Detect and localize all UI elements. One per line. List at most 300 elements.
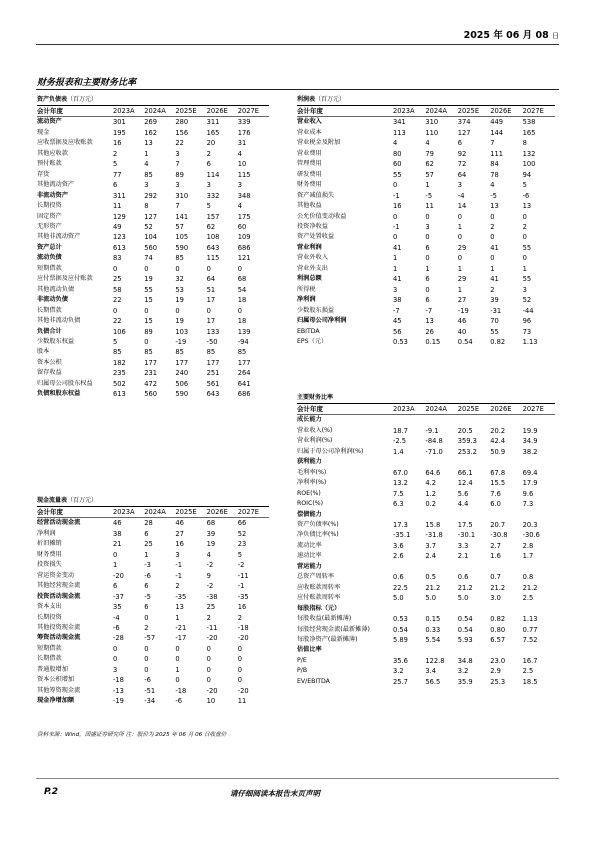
row-value: 0.15: [425, 615, 441, 624]
row-value: 41: [393, 243, 402, 252]
table-row: [297, 285, 555, 295]
row-value: 20: [206, 139, 216, 148]
row-value: 3.4: [425, 667, 437, 676]
row-value: 68: [206, 519, 216, 528]
table-row: [37, 243, 269, 253]
table-row: [297, 562, 555, 572]
row-label: 长期借款: [37, 306, 62, 314]
row-value: 53: [175, 285, 184, 294]
header-label-cell: 会计年度: [297, 106, 393, 117]
row-value: 0: [490, 233, 495, 242]
row-value: 0.53: [393, 337, 408, 346]
row-value: 177: [237, 358, 251, 367]
row-value: 641: [237, 379, 251, 388]
row-value: 560: [144, 243, 157, 252]
table-row: [37, 623, 269, 633]
row-value: 374: [457, 118, 471, 127]
row-value: 13: [144, 139, 153, 148]
row-value: -51: [144, 686, 156, 695]
row-value: 38.2: [522, 447, 538, 456]
table-row: [297, 274, 555, 284]
row-label: 长期借款: [37, 655, 62, 663]
row-value: 2.4: [425, 552, 437, 561]
row-label: 营运资金变动: [37, 571, 75, 579]
row-value: 89: [175, 170, 184, 179]
row-value: 1.7: [522, 552, 534, 561]
balance-title-text: 资产负债表: [37, 96, 68, 103]
row-value: 157: [206, 212, 220, 221]
row-value: 2: [206, 613, 211, 622]
table-row: [37, 149, 269, 159]
header-year-cell: 2027E: [238, 106, 269, 117]
row-value: 6: [113, 181, 118, 190]
row-label: 毛利率(%): [297, 468, 327, 476]
table-row: [297, 499, 555, 509]
row-value: 85: [113, 348, 122, 357]
row-value: -5: [144, 592, 151, 601]
row-value: 0.77: [522, 625, 538, 634]
row-value: 85: [144, 348, 153, 357]
row-value: [458, 645, 490, 655]
row-value: 0: [206, 644, 211, 653]
row-value: 110: [425, 128, 439, 137]
table-row: [297, 666, 555, 676]
row-value: 0: [393, 181, 398, 190]
row-value: 20.3: [522, 520, 538, 529]
row-value: -20: [237, 686, 249, 695]
row-value: 269: [144, 118, 157, 127]
table-row: [297, 645, 555, 655]
row-value: 177: [144, 358, 157, 367]
row-label: 其他应收款: [37, 149, 68, 157]
row-value: -1: [175, 571, 183, 580]
row-label: 归属母公司股东权益: [37, 379, 93, 387]
row-value: 18: [237, 317, 247, 326]
row-value: 3: [393, 285, 398, 294]
row-value: 6: [425, 296, 430, 305]
row-value: 3: [175, 149, 180, 158]
row-value: [393, 510, 425, 520]
row-value: 3.3: [457, 541, 469, 550]
header-year-cell: 2025E: [175, 507, 206, 518]
row-value: -2: [206, 561, 214, 570]
row-value: 6: [457, 139, 463, 148]
row-value: -18: [175, 686, 187, 695]
row-value: -4: [113, 613, 120, 622]
row-value: 0: [144, 337, 149, 346]
row-value: 52: [522, 296, 532, 305]
row-value: -1: [237, 582, 245, 591]
row-label: 营业外收入: [297, 254, 328, 262]
row-value: 41: [490, 275, 499, 284]
row-label: 每股指标（元）: [297, 604, 341, 612]
row-value: 0.82: [490, 337, 506, 346]
table-row: [37, 602, 269, 612]
row-value: 20.5: [457, 426, 473, 435]
row-value: 100: [522, 160, 536, 169]
row-label: 负债合计: [37, 327, 62, 335]
row-value: 231: [144, 369, 157, 378]
row-value: 253.2: [457, 447, 477, 456]
row-label: 获利能力: [297, 458, 322, 466]
table-row: [37, 170, 269, 180]
row-value: 0: [175, 306, 180, 315]
row-value: 55: [522, 243, 532, 252]
row-value: 1: [175, 665, 180, 674]
row-value: -44: [522, 306, 534, 315]
row-value: 0: [175, 644, 180, 653]
row-value: 1: [113, 561, 118, 570]
row-value: 13: [425, 317, 434, 326]
row-label: 投资损失: [37, 561, 62, 569]
row-value: 280: [175, 118, 189, 127]
row-value: 4: [237, 149, 243, 158]
row-value: -21: [175, 623, 187, 632]
header-year-cell: 2023A: [113, 106, 144, 117]
row-value: 39: [206, 529, 216, 538]
row-value: 251: [206, 369, 220, 378]
row-value: 38: [393, 296, 402, 305]
row-value: -6: [113, 623, 120, 632]
row-value: 0: [490, 254, 495, 263]
row-value: -6: [175, 697, 183, 706]
row-value: 25: [144, 540, 153, 549]
row-value: 113: [393, 128, 406, 137]
row-value: 2.8: [522, 541, 534, 550]
row-value: 0: [144, 665, 149, 674]
row-label: 归属母公司净利润: [297, 317, 347, 325]
table-row: [297, 604, 555, 614]
table-row: [37, 274, 269, 284]
row-value: 29: [457, 275, 467, 284]
row-value: 1: [393, 254, 398, 263]
header-year-cell: 2027E: [238, 507, 269, 518]
table-row: [297, 583, 555, 593]
row-value: 7.52: [522, 635, 538, 644]
row-value: -2.5: [393, 437, 407, 446]
row-label: EPS（元）: [297, 337, 328, 345]
row-value: 4.2: [425, 479, 437, 488]
row-value: 10: [206, 697, 216, 706]
row-value: [458, 415, 490, 426]
row-value: 613: [113, 243, 126, 252]
row-value: 133: [206, 327, 220, 336]
row-value: -38: [206, 592, 218, 601]
row-value: 0: [457, 233, 463, 242]
row-value: -9.1: [425, 426, 439, 435]
table-header-row: [37, 106, 269, 117]
header-year-cell: 2025E: [458, 106, 490, 117]
table-row: [37, 212, 269, 222]
row-value: 5.0: [457, 594, 469, 603]
row-value: 21: [113, 540, 122, 549]
row-value: 5.54: [425, 635, 441, 644]
row-value: 10: [237, 160, 247, 169]
row-label: 短期借款: [37, 264, 62, 272]
row-value: 132: [522, 149, 536, 158]
row-value: 16: [175, 540, 184, 549]
row-value: 13: [175, 603, 184, 612]
row-value: 11: [113, 202, 122, 211]
row-value: 5.89: [393, 635, 408, 644]
row-value: 18.7: [393, 426, 408, 435]
row-value: 127: [457, 128, 471, 137]
row-label: 经营活动现金流: [37, 519, 81, 527]
row-value: 144: [490, 128, 503, 137]
table-row: [297, 201, 555, 211]
row-value: [393, 604, 425, 614]
row-label: 每股经营现金流(最新摊薄): [297, 625, 370, 633]
row-value: 64: [206, 275, 216, 284]
row-value: 175: [237, 212, 251, 221]
row-value: 0: [175, 264, 180, 273]
row-value: 7: [175, 202, 180, 211]
table-row: [297, 316, 555, 326]
table-row: [297, 457, 555, 467]
row-value: [490, 457, 522, 467]
table-row: [297, 436, 555, 446]
row-value: 106: [113, 327, 126, 336]
row-value: 55: [522, 275, 532, 284]
row-value: 25: [206, 603, 216, 612]
table-row: [37, 159, 269, 169]
report-date-main: 2025 年 06 月 08: [463, 30, 552, 41]
row-value: -2: [206, 582, 214, 591]
row-value: 8: [522, 139, 527, 148]
row-value: -5: [490, 191, 497, 200]
row-value: 5: [522, 181, 527, 190]
row-value: 4: [425, 139, 430, 148]
row-value: 70: [490, 317, 499, 326]
row-value: [458, 604, 490, 614]
row-label: 总资产周转率: [297, 573, 335, 581]
header-year-cell: 2024A: [144, 106, 175, 117]
table-row: [37, 285, 269, 295]
row-value: 45: [393, 317, 402, 326]
row-value: 52: [144, 222, 153, 231]
row-value: [523, 645, 555, 655]
row-value: 0.6: [393, 573, 404, 582]
header-year-cell: 2025E: [458, 404, 490, 415]
row-value: -94: [237, 337, 249, 346]
row-value: 449: [490, 118, 503, 127]
row-label: 长期投资: [37, 613, 62, 621]
row-value: 25: [113, 275, 122, 284]
row-label: ROIC(%): [297, 500, 324, 508]
row-value: [490, 510, 522, 520]
row-value: 1: [175, 613, 180, 622]
row-value: 60: [393, 160, 402, 169]
table-row: [37, 368, 269, 378]
row-value: 74: [144, 254, 153, 263]
row-value: 41: [490, 243, 499, 252]
row-label: EV/EBITDA: [297, 677, 330, 685]
row-value: 3: [175, 181, 180, 190]
table-header-row: [297, 404, 555, 415]
row-label: 应付票据及应付账款: [37, 275, 93, 283]
row-value: 5: [113, 160, 118, 169]
table-row: [297, 170, 555, 180]
row-value: 122.8: [425, 656, 445, 665]
header-label-cell: 会计年度: [37, 507, 113, 518]
table-row: [37, 665, 269, 675]
row-value: 2.7: [490, 541, 501, 550]
row-label: 财务费用: [37, 550, 62, 558]
row-value: 0: [144, 613, 149, 622]
row-value: 73: [522, 327, 532, 336]
row-value: 6: [113, 582, 118, 591]
table-row: [297, 295, 555, 305]
table-header-row: [297, 106, 555, 117]
section-divider: [36, 89, 559, 90]
row-value: -1: [175, 561, 183, 570]
row-value: 1.4: [393, 447, 404, 456]
row-value: 5.0: [393, 594, 404, 603]
row-value: 115: [206, 254, 220, 263]
row-value: 6.57: [490, 635, 506, 644]
row-label: P/B: [297, 667, 308, 675]
row-value: -31.8: [425, 531, 443, 540]
row-value: 235: [113, 369, 126, 378]
table-row: [37, 633, 269, 643]
table-row: [37, 306, 269, 316]
row-value: [393, 645, 425, 655]
row-value: 2: [175, 582, 180, 591]
row-value: 3: [237, 181, 243, 190]
row-value: 2: [490, 285, 495, 294]
row-value: -2: [237, 561, 245, 570]
row-value: 162: [144, 128, 157, 137]
row-value: 686: [237, 243, 251, 252]
row-value: [490, 604, 522, 614]
row-value: 0.82: [490, 615, 506, 624]
table-row: [37, 379, 269, 389]
row-value: 613: [113, 390, 126, 399]
row-value: 26: [425, 327, 434, 336]
row-label: 其他筹资现金流: [37, 686, 81, 694]
row-value: 19.9: [522, 426, 538, 435]
header-year-cell: 2026E: [207, 507, 238, 518]
row-value: 64: [457, 170, 467, 179]
row-value: [523, 510, 555, 520]
row-value: 2: [490, 222, 495, 231]
row-value: 0: [113, 644, 118, 653]
row-label: 非流动负债: [37, 296, 68, 304]
header-year-cell: 2026E: [207, 106, 238, 117]
row-value: 4: [393, 139, 398, 148]
table-row: [37, 264, 269, 274]
header-year-cell: 2024A: [144, 507, 175, 518]
table-row: [37, 529, 269, 539]
row-value: 0.54: [457, 615, 473, 624]
row-value: 311: [113, 191, 126, 200]
row-value: 5.93: [457, 635, 473, 644]
row-value: 0.5: [425, 573, 437, 582]
row-value: 643: [206, 243, 220, 252]
row-value: 22: [113, 296, 122, 305]
row-value: 16: [237, 603, 247, 612]
row-value: 55: [393, 170, 402, 179]
table-row: [37, 128, 269, 138]
row-value: [425, 457, 457, 467]
ratios-table-title: [297, 393, 555, 403]
row-value: 3.0: [490, 594, 501, 603]
row-value: 141: [175, 212, 189, 221]
row-value: 27: [457, 296, 467, 305]
row-value: 5: [237, 550, 243, 559]
cashflow-title-text: 现金流量表: [37, 497, 68, 504]
row-value: 85: [237, 348, 247, 357]
row-value: [393, 415, 425, 426]
row-value: 78: [490, 170, 499, 179]
row-value: 0: [144, 306, 149, 315]
row-value: 4: [206, 550, 211, 559]
row-value: -18: [237, 623, 249, 632]
row-value: 13.2: [393, 479, 408, 488]
row-label: 现金: [37, 128, 50, 136]
row-value: 0.6: [457, 573, 469, 582]
table-row: [297, 128, 555, 138]
table-row: [37, 180, 269, 190]
row-label: 其他投资现金流: [37, 623, 81, 631]
row-label: 负债和股东权益: [37, 390, 81, 398]
row-label: 管理费用: [297, 160, 322, 168]
financial-ratios-table: [297, 393, 555, 687]
row-value: -37: [113, 592, 124, 601]
row-value: 1: [522, 264, 527, 273]
row-value: 22: [113, 317, 122, 326]
row-label: P/E: [297, 656, 307, 664]
row-value: 0: [144, 644, 149, 653]
row-value: 9: [206, 571, 211, 580]
row-value: -20: [206, 634, 218, 643]
row-value: 123: [113, 233, 126, 242]
row-value: 15.5: [490, 479, 506, 488]
row-value: 49: [113, 222, 122, 231]
table-row: [297, 489, 555, 499]
row-label: 存货: [37, 170, 50, 178]
table-row: [297, 306, 555, 316]
row-value: -6: [522, 191, 530, 200]
table-row: [37, 560, 269, 570]
row-value: [523, 604, 555, 614]
row-value: 1: [425, 181, 430, 190]
table-row: [297, 191, 555, 201]
row-value: [425, 562, 457, 572]
row-value: 38: [113, 529, 122, 538]
row-value: 0.53: [393, 615, 408, 624]
row-value: [425, 604, 457, 614]
row-value: 301: [113, 118, 126, 127]
row-value: -35.1: [393, 531, 411, 540]
row-value: 57: [425, 170, 434, 179]
table-row: [37, 550, 269, 560]
row-value: 20.7: [490, 520, 506, 529]
row-value: 4: [490, 181, 495, 190]
row-value: [425, 645, 457, 655]
row-label: 营业税金及附加: [297, 139, 341, 147]
table-row: [37, 327, 269, 337]
row-value: 72: [457, 160, 467, 169]
table-row: [297, 415, 555, 426]
row-label: 其他流动负债: [37, 285, 75, 293]
row-value: 3: [144, 181, 149, 190]
cash-flow-table: [37, 496, 269, 707]
row-label: 投资净收益: [297, 222, 328, 230]
table-row: [297, 593, 555, 603]
row-value: 0: [206, 665, 211, 674]
row-value: 3: [206, 181, 211, 190]
